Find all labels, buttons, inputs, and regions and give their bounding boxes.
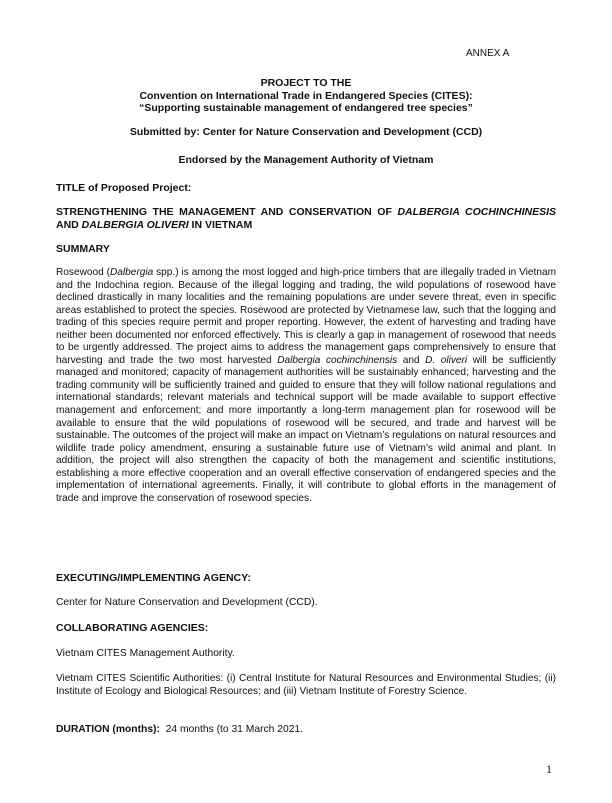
title-label: TITLE of Proposed Project: — [56, 182, 192, 194]
title-part-1: STRENGTHENING THE MANAGEMENT AND CONSERVATION OF — [56, 206, 398, 218]
summary-italic-3: D. oliveri — [425, 354, 468, 366]
header-line-1: PROJECT TO THE — [260, 77, 352, 89]
title-part-2: AND — [56, 218, 82, 231]
summary-paragraph — [56, 267, 556, 505]
summary-italic-2: Dalbergia cochinchinensis — [277, 354, 398, 366]
summary-text-1: Rosewood ( — [56, 267, 110, 278]
project-header — [56, 77, 556, 115]
header-line-2: Convention on International Trade in Endangered Species (CITES): — [139, 89, 473, 102]
duration-line — [56, 724, 556, 737]
submitted-by: Submitted by: Center for Nature Conservation and Development (CCD) — [129, 126, 483, 138]
title-species-2: DALBERGIA OLIVERI — [81, 218, 189, 231]
executing-agency: Center for Nature Conservation and Development (CCD). — [56, 597, 318, 608]
page-number: 1 — [546, 762, 552, 776]
collaborating-agencies-label: COLLABORATING AGENCIES: — [56, 622, 209, 634]
endorsed-by: Endorsed by the Management Authority of Vietnam — [178, 154, 434, 166]
summary-text-3: and — [397, 354, 426, 366]
summary-italic-1: Dalbergia — [109, 267, 154, 278]
duration-label: DURATION (months): — [56, 724, 160, 735]
collaborating-agency-2: Vietnam CITES Scientific Authorities: (i) Central Institute for Natural Resources and Environmental Studies; (ii) Institute of Ecology and Biological Resources; and (iii) Vietnam Institute of Forestry Science. — [56, 673, 556, 697]
summary-label: SUMMARY — [56, 243, 110, 255]
annex-label: ANNEX A — [466, 48, 510, 59]
title-part-3: IN VIETNAM — [188, 218, 253, 231]
executing-agency-label: EXECUTING/IMPLEMENTING AGENCY: — [56, 572, 251, 584]
title-species-1: DALBERGIA COCHINCHINESIS — [397, 206, 557, 218]
collaborating-agency-1: Vietnam CITES Management Authority. — [56, 648, 235, 659]
summary-text-2: spp.) is among the most logged and high-price timbers that are illegally traded in Vietnam and the Indochina region. Because of the illegal logging and trading, the wild populations of rosewood have declined drastically in many localities and the remaining populations are under severe threat, even in specific areas established to protect the species. Rosewood are protected by Vietnamese law, such that the logging and trading of this species require permit and proper reporting. However, the extent of harvesting and trading have neither been documented nor enforced effectively. This is clearly a gap in management of rosewood that needs to be urgently addressed. The project aims to address the management gaps comprehensively to ensure that harvesting and trade the two most harvested — [56, 267, 556, 366]
project-title — [56, 206, 556, 231]
duration-value: 24 months (to 31 March 2021. — [165, 724, 304, 735]
header-line-3: “Supporting sustainable management of endangered tree species” — [139, 102, 473, 115]
summary-text-4: will be sufficiently managed and monitored; capacity of management authorities will be sustainably enhanced; harvesting and the trading community will be sufficiently trained and guided to ensure that they will follow national regulations and international standards; relevant materials and technical support will be made available to support effective management and enforcement; and more importantly a long-term management plan for rosewood will be available to ensure that the wild populations of rosewood will be secured, and trade and harvest will be sustainable. The outcomes of the project will make an impact on Vietnam’s regulations on natural resources and wildlife trade policy amendment, ensuring a sustainable future use of Vietnam’s wild animal and plant. In addition, the project will also strengthen the capacity of both the management and scientific institutions, establishing a more effective cooperation and an overall effective conservation of endangered species and the implementation of international agreements. Finally, it will contribute to global efforts in the management of trade and improve the conservation of rosewood species. — [56, 354, 556, 504]
